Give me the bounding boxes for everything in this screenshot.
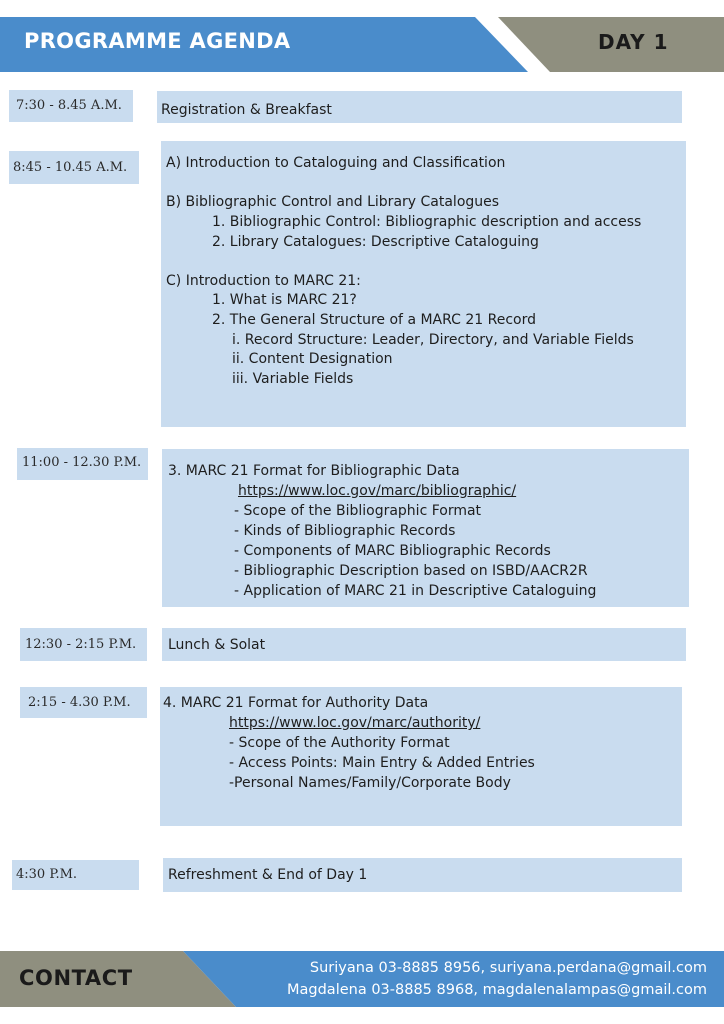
agenda-line: Lunch & Solat — [168, 637, 266, 653]
agenda-line: 1. Bibliographic Control: Bibliographic description and access — [212, 214, 642, 230]
contact-label: CONTACT — [19, 966, 133, 990]
agenda-line: Registration & Breakfast — [161, 102, 332, 118]
contact-suriyana: Suriyana 03-8885 8956, suriyana.perdana@gmail.com — [309, 960, 707, 976]
agenda-line: - Scope of the Authority Format — [229, 735, 450, 751]
session-time: 8:45 - 10.45 A.M. — [9, 151, 139, 184]
session-time: 12:30 - 2:15 P.M. — [20, 628, 147, 661]
session-content — [162, 449, 689, 607]
session-content — [163, 858, 682, 892]
session-time: 4:30 P.M. — [12, 860, 139, 890]
agenda-line: - Components of MARC Bibliographic Records — [234, 543, 551, 559]
session-content — [157, 91, 682, 123]
agenda-line: C) Introduction to MARC 21: — [166, 273, 361, 289]
agenda-line: 1. What is MARC 21? — [212, 292, 357, 308]
session-time: 7:30 - 8.45 A.M. — [9, 90, 133, 122]
agenda-line: A) Introduction to Cataloguing and Classification — [166, 155, 506, 171]
session-time: 2:15 - 4.30 P.M. — [20, 687, 147, 718]
page-title: PROGRAMME AGENDA — [24, 29, 291, 53]
contact-magdalena: Magdalena 03-8885 8968, magdalenalampas@gmail.com — [287, 982, 707, 998]
agenda-line: 2. The General Structure of a MARC 21 Record — [212, 312, 537, 328]
agenda-line: ii. Content Designation — [232, 351, 393, 367]
session-content — [162, 628, 686, 661]
agenda-line: Refreshment & End of Day 1 — [168, 867, 368, 883]
agenda-line: i. Record Structure: Leader, Directory, and Variable Fields — [232, 332, 634, 348]
day-label: DAY 1 — [598, 30, 669, 54]
agenda-line: - Application of MARC 21 in Descriptive Cataloguing — [234, 583, 597, 599]
agenda-line: iii. Variable Fields — [232, 371, 354, 387]
session-content — [160, 687, 682, 826]
session-content — [161, 141, 686, 427]
session-time: 11:00 - 12.30 P.M. — [17, 448, 148, 480]
authority-link[interactable]: https://www.loc.gov/marc/authority/ — [229, 715, 481, 731]
agenda-line: - Scope of the Bibliographic Format — [234, 503, 482, 519]
agenda-line: -Personal Names/Family/Corporate Body — [229, 775, 511, 791]
agenda-line: 4. MARC 21 Format for Authority Data — [163, 695, 429, 711]
agenda-line: 2. Library Catalogues: Descriptive Cataloguing — [212, 234, 539, 250]
agenda-line: - Bibliographic Description based on ISBD/AACR2R — [234, 563, 588, 579]
agenda-line: - Kinds of Bibliographic Records — [234, 523, 456, 539]
agenda-line: B) Bibliographic Control and Library Catalogues — [166, 194, 500, 210]
agenda-line: 3. MARC 21 Format for Bibliographic Data — [168, 463, 460, 479]
agenda-line: - Access Points: Main Entry & Added Entries — [229, 755, 535, 771]
bibliographic-link[interactable]: https://www.loc.gov/marc/bibliographic/ — [238, 483, 517, 499]
